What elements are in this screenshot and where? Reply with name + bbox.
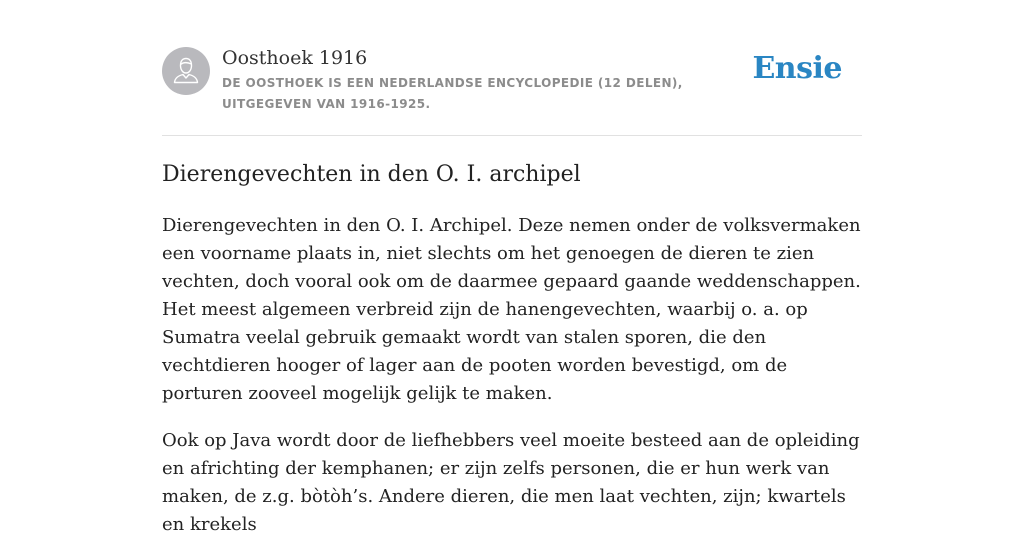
source-name[interactable]: Oosthoek 1916 bbox=[222, 47, 368, 69]
source-header bbox=[162, 46, 862, 116]
article-title: Dierengevechten in den O. I. archipel bbox=[162, 162, 581, 187]
source-description: DE OOSTHOEK IS EEN NEDERLANDSE ENCYCLOPEDIE (12 DELEN), UITGEGEVEN VAN 1916-1925. bbox=[222, 76, 683, 111]
user-silhouette-icon bbox=[162, 47, 210, 95]
header-divider bbox=[162, 135, 862, 136]
article-body bbox=[162, 212, 862, 558]
brand-logo[interactable]: Ensie bbox=[752, 51, 842, 86]
article-paragraph: Ook op Java wordt door de liefhebbers veel moeite besteed aan de opleiding en africhting der kemphanen; er zijn zelfs personen, die er hun werk van maken, de z.g. bòtòh’s. Andere dieren, die men laat vechten, zijn; kwartels en krekels bbox=[162, 430, 860, 535]
article-paragraph: Dierengevechten in den O. I. Archipel. Deze nemen onder de volksvermaken een voorname plaats in, niet slechts om het genoegen de dieren te zien vechten, doch vooral ook om de daarmee gepaard gaande weddenschappen. Het meest algemeen verbreid zijn de hanengevechten, waarbij o. a. op Sumatra veelal gebruik gemaakt wordt van stalen sporen, die den vechtdieren hooger of lager aan de pooten worden bevestigd, om de porturen zooveel mogelijk gelijk te maken. bbox=[162, 215, 861, 404]
